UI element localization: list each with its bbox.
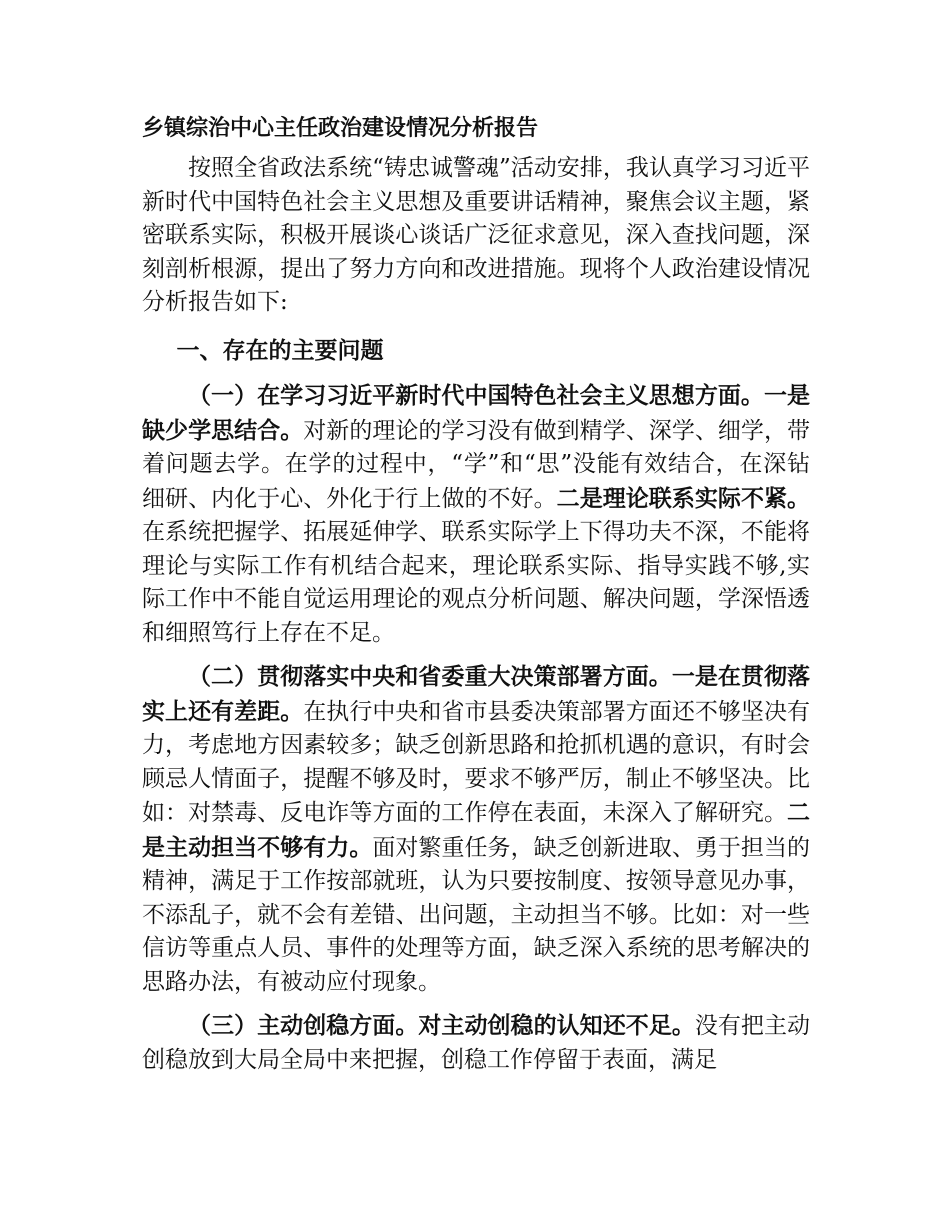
document-title: 乡镇综治中心主任政治建设情况分析报告 [142, 115, 539, 141]
point-text-2: 面对繁重任务，缺乏创新进取、勇于担当的精神，满足于工作按部就班，认为只要按制度、按领导意见办事，不添乱子，就不会有差错、出问题，主动担当不够。比如：对一些信访等重点人员、事件的处理等方面，缺乏深入系统的思考解决的思路办法，有被动应付现象。 [142, 834, 811, 995]
point-lead-2: 二是理论联系实际不紧。 [556, 484, 811, 512]
intro-paragraph: 按照全省政法系统“铸忠诚警魂”活动安排，我认真学习习近平新时代中国特色社会主义思想及重要讲话精神，聚焦会议主题，紧密联系实际，积极开展谈心谈话广泛征求意见，深入查找问题，深刻剖析根源，提出了努力方向和改进措施。现将个人政治建设情况分析报告如下: [142, 155, 810, 315]
subheading-stability: （三）主动创稳方面。 [188, 1012, 419, 1039]
point-text-2: 在系统把握学、拓展延伸学、联系实际学上下得功夫不深，不能将理论与实际工作有机结合起来，理论联系实际、指导实践不够,实际工作中不能自觉运用理论的观点分析问题、解决问题，学深悟透和细照笃行上存在不足。 [142, 519, 810, 646]
paragraph-stability [142, 1009, 810, 1077]
point-text-1: 对新的理论的学习没有做到精学、深学、细学，带着问题去学。在学的过程中，“学”和“思”没能有效结合，在深钻细研、内化于心、外化于行上做的不好。 [142, 417, 811, 512]
document-page [142, 112, 810, 1077]
paragraph-policy-implementation [142, 660, 810, 999]
point-text-1: 没有把主动创稳放到大局全局中来把握，创稳工作停留于表面，满足 [142, 1013, 811, 1073]
point-lead-1: 一是在贯彻落实上还有差距。 [142, 663, 811, 725]
point-lead-1: 对主动创稳的认知还不足。 [418, 1012, 695, 1039]
subheading-policy-implementation: （二）贯彻落实中央和省委重大决策部署方面。 [188, 663, 672, 690]
point-lead-2: 二是主动担当不够有力。 [142, 799, 810, 861]
point-lead-1: 一是缺少学思结合。 [142, 382, 811, 444]
section-heading-main-problems: 一、存在的主要问题 [176, 336, 384, 364]
point-text-1: 在执行中央和省市县委决策部署方面还不够坚决有力，考虑地方因素较多；缺乏创新思路和抢抓机遇的意识，有时会顾忌人情面子，提醒不够及时，要求不够严厉，制止不够坚决。比如：对禁毒、反电诈等方面的工作停在表面，未深入了解研究。 [142, 698, 811, 826]
subheading-theory-study: （一）在学习习近平新时代中国特色社会主义思想方面。 [188, 382, 764, 409]
paragraph-theory-study [142, 379, 810, 650]
